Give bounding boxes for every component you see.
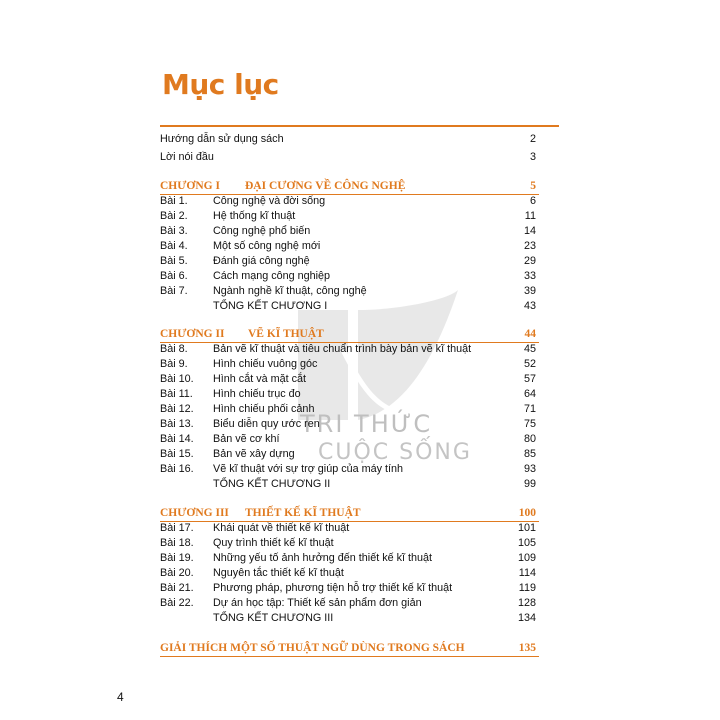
lesson-number: Bài 6.: [160, 270, 188, 282]
page-number: 4: [117, 690, 124, 704]
lesson-title: TỔNG KẾT CHƯƠNG II: [213, 478, 331, 490]
lesson-title: Phương pháp, phương tiện hỗ trợ thiết kế kĩ thuật: [213, 582, 453, 594]
toc-entry[interactable]: [160, 224, 536, 239]
lesson-page: 52: [523, 358, 536, 370]
chapter-title: ĐẠI CƯƠNG VỀ CÔNG NGHỆ: [245, 180, 406, 192]
lesson-title: Quy trình thiết kế kĩ thuật: [213, 537, 334, 549]
chapter-page: 44: [524, 328, 536, 340]
lesson-title: Đánh giá công nghệ: [213, 255, 310, 267]
lesson-number: Bài 3.: [160, 225, 188, 237]
toc-entry-summary[interactable]: [160, 611, 536, 626]
lesson-page: 6: [529, 195, 536, 207]
lesson-number: Bài 14.: [160, 433, 194, 445]
toc-entry[interactable]: [160, 462, 536, 477]
lesson-title: Bản vẽ cơ khí: [213, 433, 280, 445]
toc-entry[interactable]: [160, 566, 536, 581]
lesson-title: TỔNG KẾT CHƯƠNG III: [213, 612, 334, 624]
lesson-title: Vẽ kĩ thuật với sự trợ giúp của máy tính: [213, 463, 404, 475]
chapter-number: CHƯƠNG I: [160, 180, 220, 192]
lesson-page: 80: [523, 433, 536, 445]
lesson-page: 39: [523, 285, 536, 297]
toc-entry[interactable]: [160, 150, 536, 165]
chapter-title: VẼ KĨ THUẬT: [248, 328, 324, 340]
chapter-number: CHƯƠNG II: [160, 328, 225, 340]
toc-entry-summary[interactable]: [160, 299, 536, 314]
glossary-divider: [160, 656, 539, 657]
toc-entry[interactable]: [160, 239, 536, 254]
toc-entry[interactable]: [160, 342, 536, 357]
lesson-page: 119: [518, 582, 536, 594]
chapter-heading[interactable]: [160, 505, 536, 521]
lesson-page: 23: [523, 240, 536, 252]
toc-entry[interactable]: [160, 269, 536, 284]
lesson-title: Ngành nghề kĩ thuật, công nghệ: [213, 285, 367, 297]
toc-entry[interactable]: [160, 284, 536, 299]
lesson-title: Một số công nghệ mới: [213, 240, 321, 252]
toc-entry[interactable]: [160, 447, 536, 462]
lesson-page: 75: [523, 418, 536, 430]
lesson-number: Bài 17.: [160, 522, 194, 534]
lesson-number: Bài 8.: [160, 343, 188, 355]
toc-entry[interactable]: [160, 581, 536, 596]
toc-entry[interactable]: [160, 417, 536, 432]
lesson-title: Hệ thống kĩ thuật: [213, 210, 296, 222]
chapter-heading[interactable]: [160, 178, 536, 194]
lesson-number: Bài 15.: [160, 448, 194, 460]
lesson-number: Bài 9.: [160, 358, 188, 370]
lesson-page: 29: [523, 255, 536, 267]
lesson-title: Cách mạng công nghiệp: [213, 270, 331, 282]
lesson-number: Bài 18.: [160, 537, 194, 549]
lesson-page: 109: [517, 552, 536, 564]
toc-entry[interactable]: [160, 254, 536, 269]
lesson-title: Hình chiếu trục đo: [213, 388, 301, 400]
toc-entry-page: 2: [529, 133, 536, 145]
toc-entry[interactable]: [160, 432, 536, 447]
toc-entry[interactable]: [160, 209, 536, 224]
lesson-page: 85: [523, 448, 536, 460]
lesson-page: 93: [523, 463, 536, 475]
lesson-number: Bài 4.: [160, 240, 188, 252]
toc-entry[interactable]: [160, 521, 536, 536]
lesson-page: 11: [524, 210, 536, 222]
chapter-page: 5: [530, 180, 536, 192]
toc-entry[interactable]: [160, 372, 536, 387]
toc-entry[interactable]: [160, 551, 536, 566]
lesson-number: Bài 12.: [160, 403, 194, 415]
lesson-title: Công nghệ phổ biến: [213, 225, 311, 237]
lesson-number: Bài 19.: [160, 552, 194, 564]
lesson-page: 64: [523, 388, 536, 400]
lesson-number: Bài 16.: [160, 463, 194, 475]
lesson-page: 45: [523, 343, 536, 355]
toc-entry[interactable]: [160, 357, 536, 372]
lesson-page: 99: [523, 478, 536, 490]
lesson-title: Bản vẽ xây dựng: [213, 448, 295, 460]
toc-entry[interactable]: [160, 402, 536, 417]
lesson-page: 14: [523, 225, 536, 237]
lesson-title: Biểu diễn quy ước ren: [213, 418, 320, 430]
lesson-number: Bài 20.: [160, 567, 194, 579]
lesson-page: 43: [523, 300, 536, 312]
lesson-title: Hình chiếu vuông góc: [213, 358, 318, 370]
lesson-page: 71: [523, 403, 536, 415]
lesson-title: Hình cắt và mặt cắt: [213, 373, 307, 385]
toc-entry[interactable]: [160, 194, 536, 209]
toc-entry-page: 3: [529, 151, 536, 163]
lesson-number: Bài 7.: [160, 285, 188, 297]
lesson-page: 128: [517, 597, 536, 609]
lesson-page: 114: [518, 567, 536, 579]
chapter-title: THIẾT KẾ KĨ THUẬT: [245, 507, 361, 519]
lesson-page: 33: [523, 270, 536, 282]
lesson-title: Nguyên tắc thiết kế kĩ thuật: [213, 567, 344, 579]
toc-entry-text: Lời nói đầu: [160, 151, 214, 163]
chapter-number: CHƯƠNG III: [160, 507, 229, 519]
toc-entry-text: Hướng dẫn sử dụng sách: [160, 133, 284, 145]
lesson-number: Bài 10.: [160, 373, 194, 385]
glossary-page: 135: [518, 642, 536, 654]
lesson-number: Bài 5.: [160, 255, 188, 267]
toc-entry[interactable]: [160, 132, 536, 147]
lesson-page: 134: [517, 612, 536, 624]
toc-entry-summary[interactable]: [160, 477, 536, 492]
lesson-number: Bài 13.: [160, 418, 194, 430]
lesson-number: Bài 21.: [160, 582, 194, 594]
lesson-number: Bài 22.: [160, 597, 194, 609]
lesson-number: Bài 2.: [160, 210, 188, 222]
chapter-heading[interactable]: [160, 326, 536, 342]
lesson-number: Bài 1.: [160, 195, 188, 207]
lesson-title: Dự án học tập: Thiết kế sản phẩm đơn giản: [213, 597, 422, 609]
lesson-title: Những yếu tố ảnh hưởng đến thiết kế kĩ thuật: [213, 552, 433, 564]
page-title: Mục lục: [162, 68, 279, 101]
glossary-title: GIẢI THÍCH MỘT SỐ THUẬT NGỮ DÙNG TRONG SÁCH: [160, 642, 465, 654]
chapter-page: 100: [518, 507, 536, 519]
lesson-page: 105: [517, 537, 536, 549]
title-divider: [160, 125, 559, 127]
lesson-title: Bản vẽ kĩ thuật và tiêu chuẩn trình bày bản vẽ kĩ thuật: [213, 343, 472, 355]
watermark-text-line2: CUỘC SỐNG: [318, 440, 472, 465]
lesson-title: Công nghệ và đời sống: [213, 195, 326, 207]
glossary-heading[interactable]: [160, 640, 536, 656]
lesson-number: Bài 11.: [160, 388, 193, 400]
lesson-title: TỔNG KẾT CHƯƠNG I: [213, 300, 328, 312]
toc-entry[interactable]: [160, 387, 536, 402]
lesson-title: Khái quát về thiết kế kĩ thuật: [213, 522, 350, 534]
lesson-page: 101: [517, 522, 536, 534]
lesson-title: Hình chiếu phối cảnh: [213, 403, 315, 415]
toc-entry[interactable]: [160, 536, 536, 551]
toc-entry[interactable]: [160, 596, 536, 611]
lesson-page: 57: [523, 373, 536, 385]
watermark-text-line1: TRI THỨC: [300, 410, 433, 438]
